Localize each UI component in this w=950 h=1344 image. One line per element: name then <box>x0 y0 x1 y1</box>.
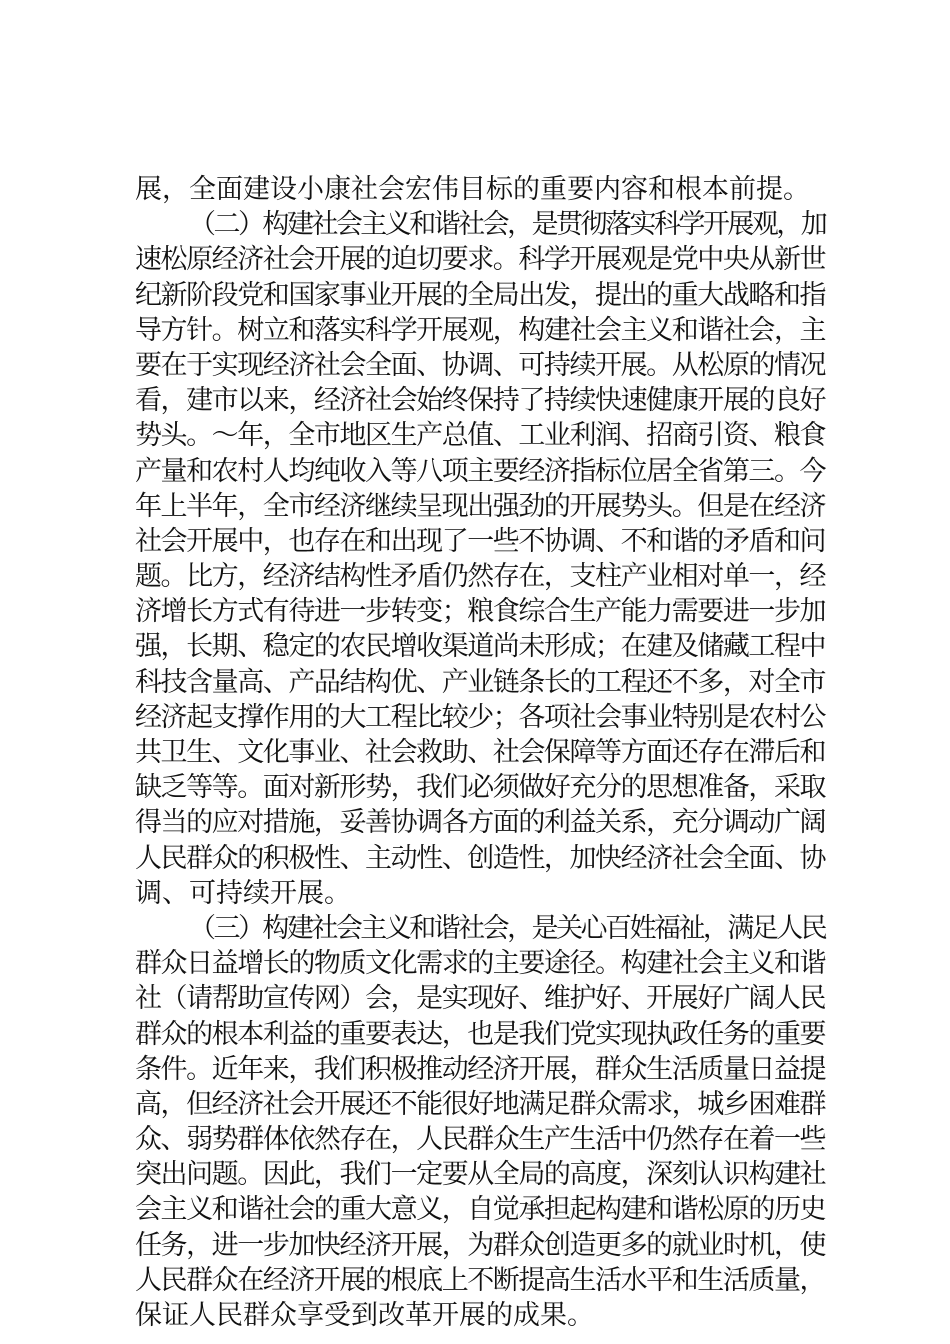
text-line: 调、可持续开展。 <box>135 877 351 909</box>
text-line: 突出问题。因此，我们一定要从全局的高度，深刻认识构建社 <box>135 1159 825 1191</box>
text-line: （二）构建社会主义和谐社会，是贯彻落实科学开展观，加 <box>189 209 825 241</box>
text-line: 看，建市以来，经济社会始终保持了持续快速健康开展的良好 <box>135 385 825 417</box>
text-line: 任务，进一步加快经济开展，为群众创造更多的就业时机，使 <box>135 1229 825 1261</box>
text-line: 缺乏等等。面对新形势，我们必须做好充分的思想准备，采取 <box>135 772 825 804</box>
text-line: 群众日益增长的物质文化需求的主要途径。构建社会主义和谐 <box>135 948 825 980</box>
text-line: 科技含量高、产品结构优、产业链条长的工程还不多，对全市 <box>135 666 825 698</box>
text-line: 社（请帮助宣传网）会，是实现好、维护好、开展好广阔人民 <box>135 983 825 1015</box>
text-line: 条件。近年来，我们积极推动经济开展，群众生活质量日益提 <box>135 1053 825 1085</box>
text-line: 共卫生、文化事业、社会救助、社会保障等方面还存在滞后和 <box>135 737 825 768</box>
text-line: 会主义和谐社会的重大意义，自觉承担起构建和谐松原的历史 <box>135 1194 825 1226</box>
text-line: 导方针。树立和落实科学开展观，构建社会主义和谐社会，主 <box>135 314 825 346</box>
text-line: 纪新阶段党和国家事业开展的全局出发，提出的重大战略和指 <box>135 279 825 311</box>
text-line: 人民群众在经济开展的根底上不断提高生活水平和生活质量， <box>135 1264 825 1296</box>
text-line: 题。比方，经济结构性矛盾仍然存在，支柱产业相对单一，经 <box>135 561 825 593</box>
text-line: 高，但经济社会开展还不能很好地满足群众需求，城乡困难群 <box>135 1088 825 1120</box>
text-line: 群众的根本利益的重要表达，也是我们党实现执政任务的重要 <box>135 1018 825 1050</box>
text-line: 人民群众的积极性、主动性、创造性，加快经济社会全面、协 <box>135 842 825 874</box>
text-line: 经济起支撑作用的大工程比较少；各项社会事业特别是农村公 <box>135 701 825 733</box>
text-line: 产量和农村人均纯收入等八项主要经济指标位居全省第三。今 <box>135 455 825 487</box>
text-line: 势头。～年，全市地区生产总值、工业利润、招商引资、粮食 <box>135 420 825 452</box>
text-line: 得当的应对措施，妥善协调各方面的利益关系，充分调动广阔 <box>135 807 825 839</box>
text-line: 强，长期、稳定的农民增收渠道尚未形成；在建及储藏工程中 <box>135 631 825 663</box>
text-line: 众、弱势群体依然存在，人民群众生产生活中仍然存在着一些 <box>135 1124 825 1156</box>
text-line: （三）构建社会主义和谐社会，是关心百姓福祉，满足人民 <box>189 912 825 944</box>
text-line: 社会开展中，也存在和出现了一些不协调、不和谐的矛盾和问 <box>135 525 825 557</box>
text-line: 速松原经济社会开展的迫切要求。科学开展观是党中央从新世 <box>135 244 825 276</box>
text-line: 济增长方式有待进一步转变；粮食综合生产能力需要进一步加 <box>135 596 825 628</box>
text-line: 保证人民群众享受到改革开展的成果。 <box>135 1300 594 1331</box>
text-line: 要在于实现经济社会全面、协调、可持续开展。从松原的情况 <box>135 349 825 381</box>
text-line: 展，全面建设小康社会宏伟目标的重要内容和根本前提。 <box>135 174 810 205</box>
body-text <box>135 172 825 1333</box>
text-line: 年上半年，全市经济继续呈现出强劲的开展势头。但是在经济 <box>135 490 825 522</box>
